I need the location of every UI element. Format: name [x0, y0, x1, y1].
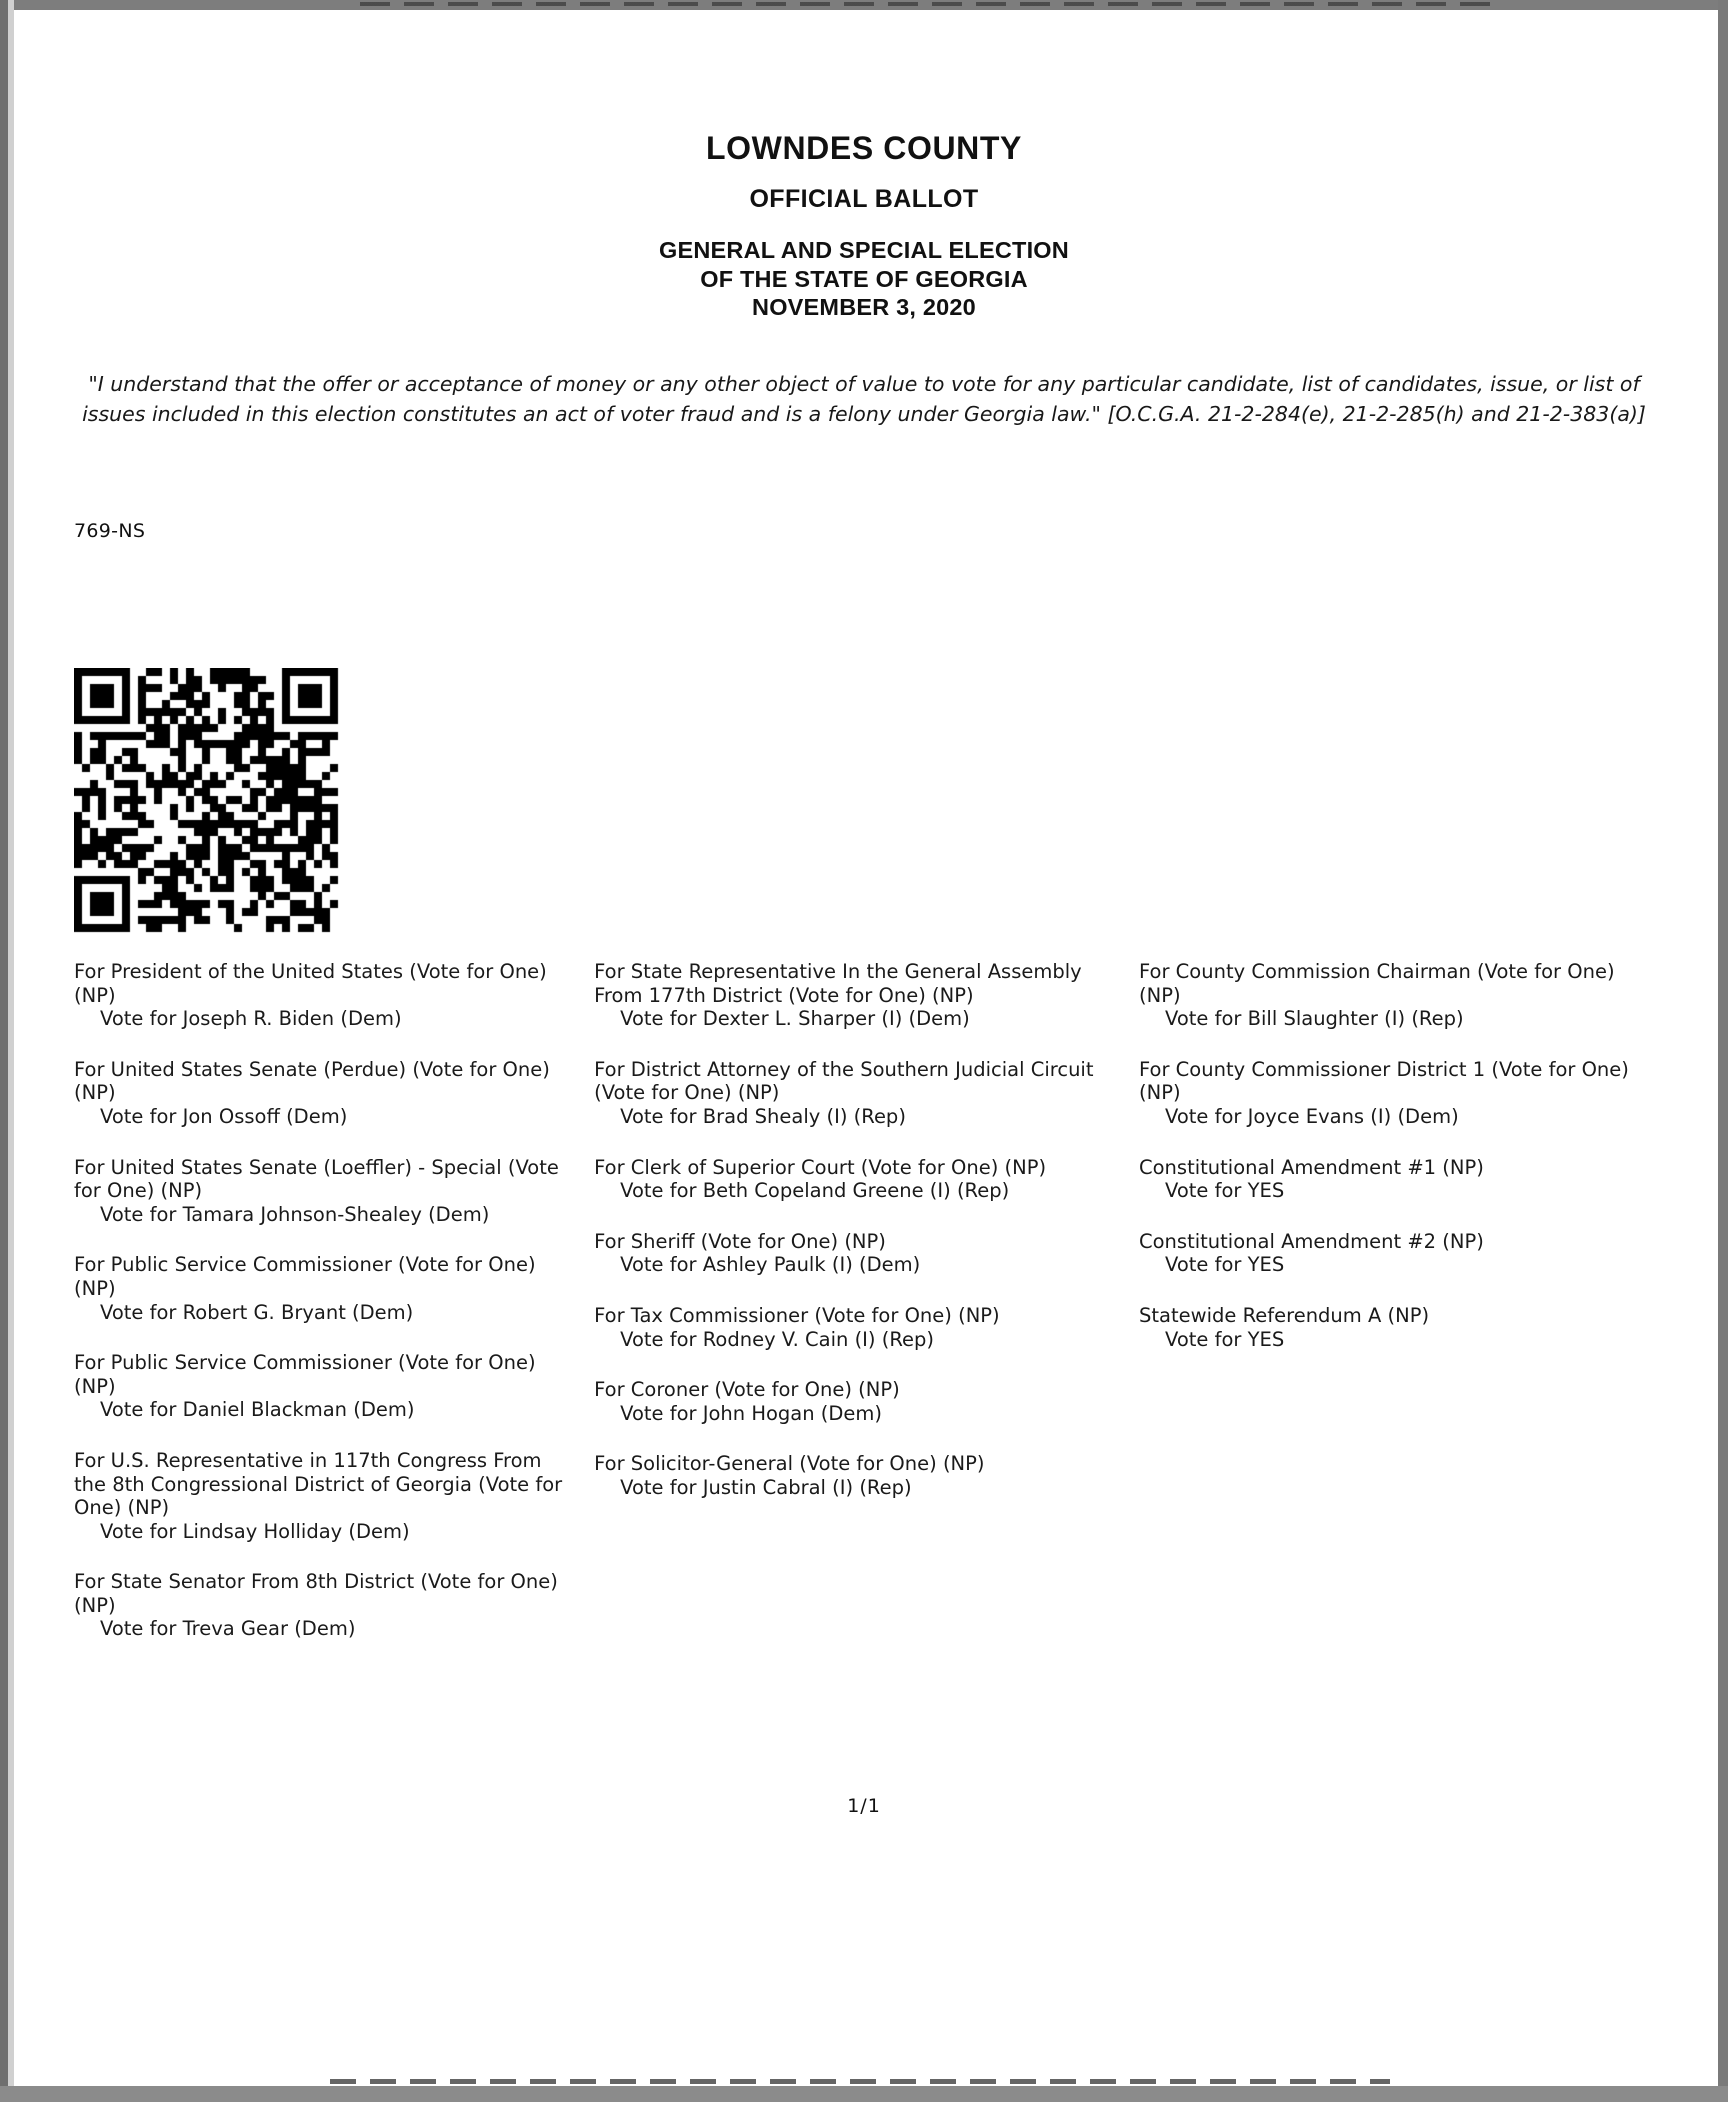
contest-choice: Vote for YES: [1165, 1253, 1285, 1277]
contest: [74, 1156, 574, 1227]
contest-choice: Vote for Robert G. Bryant (Dem): [100, 1300, 414, 1324]
scan-edge-top-white: [0, 10, 1728, 16]
contest: [594, 1230, 1119, 1277]
contest: [594, 1058, 1119, 1129]
contest: [594, 960, 1119, 1031]
contest-choice: Vote for Jon Ossoff (Dem): [100, 1104, 348, 1128]
contest: [594, 1452, 1119, 1499]
contest-column-2: [594, 960, 1119, 1668]
contest: [74, 960, 574, 1031]
contest-choice: Vote for Treva Gear (Dem): [100, 1617, 356, 1641]
contest-title: For U.S. Representative in 117th Congress From the 8th Congressional District of Georgia (Vote for One) (NP): [74, 1448, 563, 1520]
contest: [74, 1058, 574, 1129]
contest-title: For Tax Commissioner (Vote for One) (NP): [594, 1303, 1000, 1327]
contest-title: Constitutional Amendment #1 (NP): [1139, 1155, 1484, 1179]
contest: [594, 1304, 1119, 1351]
contest-choice: Vote for YES: [1165, 1327, 1285, 1351]
contest-column-1: [74, 960, 574, 1668]
contest: [74, 1570, 574, 1641]
contest-choice: Vote for Lindsay Holliday (Dem): [100, 1519, 410, 1543]
contest-title: For Public Service Commissioner (Vote for One) (NP): [74, 1253, 536, 1300]
scan-edge-bottom: [0, 2086, 1728, 2102]
contest: [74, 1351, 574, 1422]
contest: [1139, 1304, 1654, 1351]
contest: [594, 1378, 1119, 1425]
contest-title: For United States Senate (Loeffler) - Special (Vote for One) (NP): [74, 1155, 559, 1203]
contest: [1139, 960, 1654, 1031]
ballot-id: 769-NS: [74, 520, 146, 542]
contest-title: For Public Service Commissioner (Vote for One) (NP): [74, 1351, 536, 1398]
contest-title: For State Senator From 8th District (Vote for One) (NP): [74, 1570, 558, 1617]
contest: [1139, 1058, 1654, 1129]
contest-title: For Coroner (Vote for One) (NP): [594, 1378, 900, 1402]
contest-choice: Vote for Beth Copeland Greene (I) (Rep): [620, 1179, 1010, 1203]
contest: [74, 1253, 574, 1324]
contest-column-3: [1139, 960, 1654, 1668]
contest-title: For District Attorney of the Southern Judicial Circuit (Vote for One) (NP): [594, 1057, 1094, 1105]
contest-title: For Sheriff (Vote for One) (NP): [594, 1229, 886, 1253]
election-title: [0, 236, 1728, 322]
contest-title: For Solicitor-General (Vote for One) (NP): [594, 1452, 985, 1476]
contest-title: Constitutional Amendment #2 (NP): [1139, 1229, 1484, 1253]
contest-title: For Clerk of Superior Court (Vote for One) (NP): [594, 1155, 1047, 1179]
contest-choice: Vote for Joseph R. Biden (Dem): [100, 1007, 402, 1031]
scan-edge-bottom-dashes: [330, 2079, 1390, 2084]
contest-choice: Vote for Bill Slaughter (I) (Rep): [1165, 1007, 1464, 1031]
official-ballot-title: OFFICIAL BALLOT: [749, 185, 979, 213]
contest-choice: Vote for Justin Cabral (I) (Rep): [620, 1475, 912, 1499]
ballot-header: [0, 130, 1728, 322]
scan-edge-top-dashes: [360, 2, 1500, 6]
page-number: 1/1: [847, 1795, 881, 1817]
contest-choice: Vote for Rodney V. Cain (I) (Rep): [620, 1327, 935, 1351]
contest-title: Statewide Referendum A (NP): [1139, 1303, 1430, 1327]
contest-choice: Vote for Brad Shealy (I) (Rep): [620, 1104, 906, 1128]
contest-choice: Vote for YES: [1165, 1179, 1285, 1203]
contest-choice: Vote for Daniel Blackman (Dem): [100, 1398, 415, 1422]
contest-title: For County Commission Chairman (Vote for One) (NP): [1139, 960, 1615, 1007]
contest-choice: Vote for Tamara Johnson-Shealey (Dem): [100, 1202, 490, 1226]
contest-title: For State Representative In the General Assembly From 177th District (Vote for One) (NP): [594, 960, 1082, 1007]
contest-title: For President of the United States (Vote for One) (NP): [74, 960, 547, 1007]
contest: [74, 1449, 574, 1543]
contest: [1139, 1156, 1654, 1203]
election-date: NOVEMBER 3, 2020: [752, 294, 976, 321]
election-title-line1: GENERAL AND SPECIAL ELECTION: [659, 237, 1069, 263]
contest-choice: Vote for Ashley Paulk (I) (Dem): [620, 1253, 921, 1277]
contest-choice: Vote for Joyce Evans (I) (Dem): [1165, 1104, 1459, 1128]
contest-choice: Vote for Dexter L. Sharper (I) (Dem): [620, 1007, 970, 1031]
contest-choice: Vote for John Hogan (Dem): [620, 1401, 883, 1425]
contest: [1139, 1230, 1654, 1277]
voter-fraud-oath: "I understand that the offer or acceptance of money or any other object of value to vote for any particular candidate, list of candidates, issue, or list of issues included in this election constitutes an act of voter fraud and is a felony under Georgia law." [O.C.G.A. 21-2-284(e), 21-2-285(h) and 21-2-383(a)]: [82, 372, 1646, 426]
contest: [594, 1156, 1119, 1203]
contest-title: For County Commissioner District 1 (Vote for One) (NP): [1139, 1057, 1629, 1105]
contest-columns: [74, 960, 1654, 1668]
county-title: LOWNDES COUNTY: [706, 130, 1022, 166]
election-title-line2: OF THE STATE OF GEORGIA: [700, 265, 1028, 292]
contest-title: For United States Senate (Perdue) (Vote for One) (NP): [74, 1057, 550, 1105]
qr-code: [74, 668, 352, 933]
